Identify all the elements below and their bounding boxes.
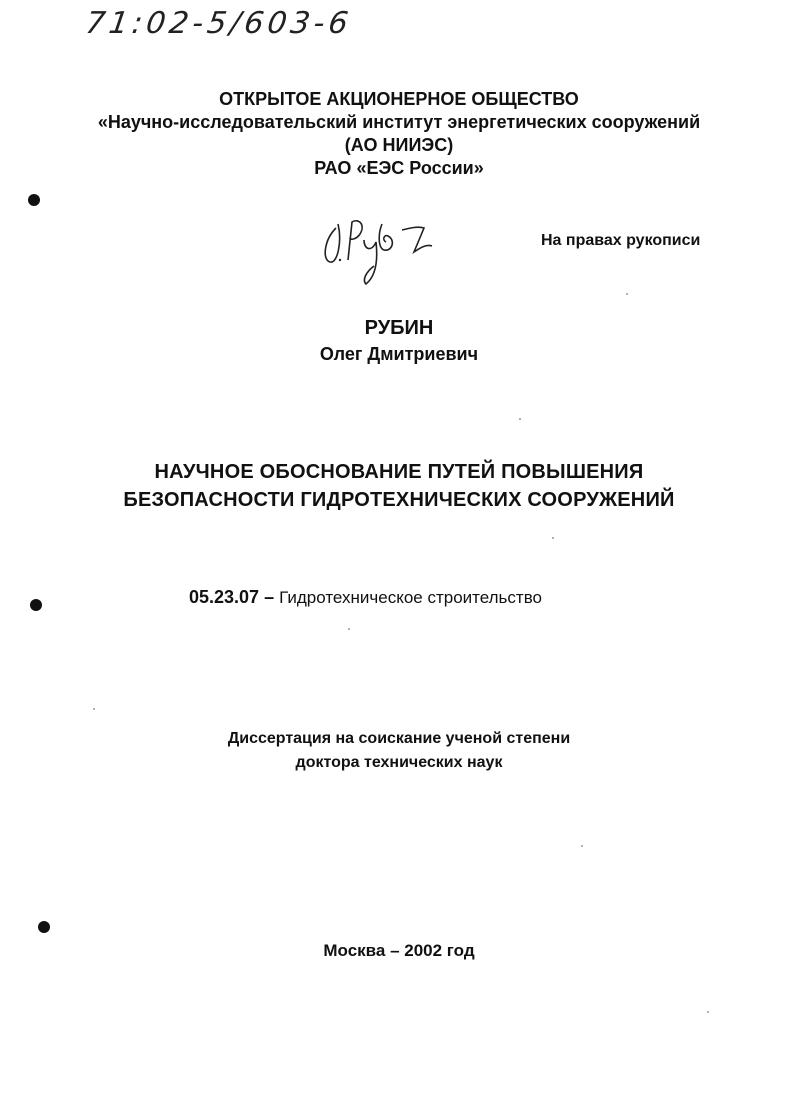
- scan-speck: [348, 628, 350, 630]
- scan-speck: [93, 708, 95, 710]
- dissertation-title: [0, 458, 798, 514]
- handwritten-signature: [318, 210, 448, 290]
- organization-line-1: ОТКРЫТОЕ АКЦИОНЕРНОЕ ОБЩЕСТВО: [219, 89, 579, 109]
- organization-line-3: (АО НИИЭС): [344, 135, 454, 155]
- author-block: [0, 315, 798, 367]
- degree-statement: [0, 727, 798, 775]
- author-given-names: Олег Дмитриевич: [319, 344, 479, 364]
- handwritten-archive-code: 71:02-5/603-6: [83, 6, 355, 41]
- author-surname: РУБИН: [364, 317, 434, 339]
- binder-hole-bottom: [38, 921, 50, 933]
- organization-line-2: «Научно-исследовательский институт энергетических сооружений: [97, 112, 701, 132]
- scan-speck: [707, 1011, 709, 1013]
- scan-speck: [552, 537, 554, 539]
- scan-speck: [519, 418, 521, 420]
- scan-speck: [581, 845, 583, 847]
- specialty-dash: –: [264, 587, 275, 607]
- specialty-code: 05.23.07: [189, 587, 260, 607]
- organization-line-4: РАО «ЕЭС России»: [314, 158, 484, 178]
- binder-hole-top: [28, 194, 40, 206]
- city-year: Москва – 2002 год: [323, 941, 475, 960]
- degree-line-1: Диссертация на соискание ученой степени: [227, 730, 571, 747]
- title-line-1: НАУЧНОЕ ОБОСНОВАНИЕ ПУТЕЙ ПОВЫШЕНИЯ: [154, 461, 644, 483]
- scan-speck: [626, 293, 628, 295]
- specialty-line: [189, 587, 542, 608]
- title-line-2: БЕЗОПАСНОСТИ ГИДРОТЕХНИЧЕСКИХ СООРУЖЕНИЙ: [123, 489, 675, 511]
- binder-hole-middle: [30, 599, 42, 611]
- organization-header: [0, 88, 798, 180]
- degree-line-2: доктора технических наук: [295, 754, 503, 771]
- specialty-name: Гидротехническое строительство: [279, 588, 542, 607]
- rights-note: На правах рукописи: [541, 232, 701, 249]
